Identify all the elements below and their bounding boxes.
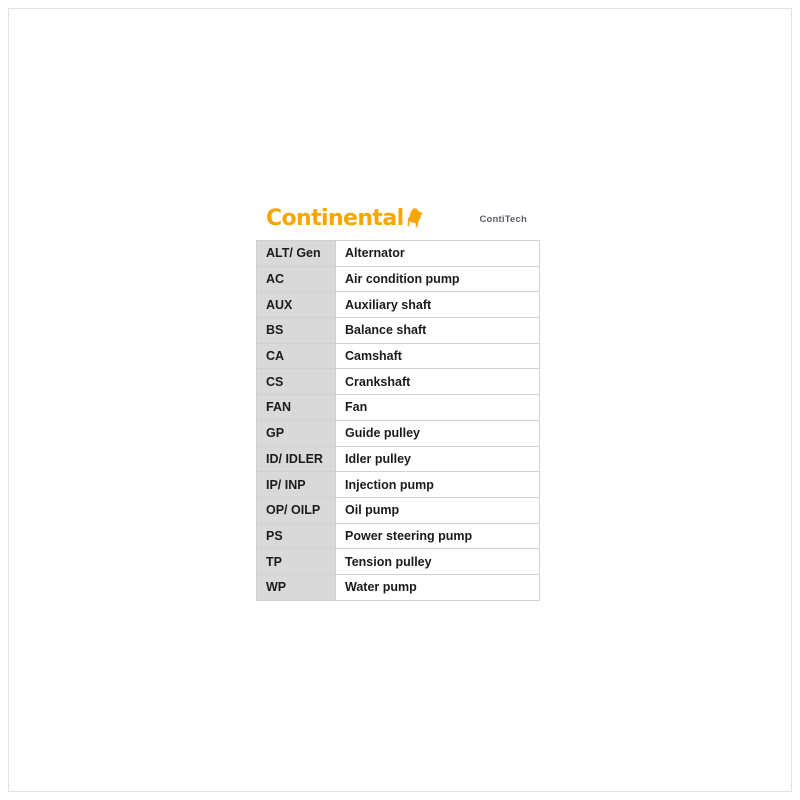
description-cell: Tension pulley <box>336 549 540 575</box>
description-cell: Oil pump <box>336 497 540 523</box>
abbreviation-cell: WP <box>257 574 336 600</box>
description-cell: Idler pulley <box>336 446 540 472</box>
table-row <box>257 420 540 446</box>
table-row <box>257 343 540 369</box>
abbreviations-legend <box>256 198 539 601</box>
table-row <box>257 523 540 549</box>
table-row <box>257 549 540 575</box>
table-row <box>257 472 540 498</box>
continental-logo <box>266 208 423 230</box>
description-cell: Power steering pump <box>336 523 540 549</box>
abbreviation-cell: ID/ IDLER <box>257 446 336 472</box>
description-cell: Camshaft <box>336 343 540 369</box>
table-row <box>257 369 540 395</box>
description-cell: Balance shaft <box>336 318 540 344</box>
legend-header <box>256 198 539 240</box>
table-row <box>257 292 540 318</box>
horse-icon <box>406 208 423 228</box>
abbreviation-cell: OP/ OILP <box>257 497 336 523</box>
description-cell: Alternator <box>336 241 540 267</box>
brand-name: Continental <box>266 206 404 231</box>
abbreviation-cell: GP <box>257 420 336 446</box>
table-row <box>257 497 540 523</box>
abbreviation-cell: CS <box>257 369 336 395</box>
table-row <box>257 574 540 600</box>
contitech-wordmark: ContiTech <box>479 213 527 225</box>
abbreviation-cell: AC <box>257 266 336 292</box>
abbreviation-cell: CA <box>257 343 336 369</box>
legend-table-body <box>257 241 540 601</box>
abbreviation-cell: PS <box>257 523 336 549</box>
description-cell: Guide pulley <box>336 420 540 446</box>
description-cell: Water pump <box>336 574 540 600</box>
legend-table <box>256 240 540 601</box>
description-cell: Air condition pump <box>336 266 540 292</box>
table-row <box>257 395 540 421</box>
table-row <box>257 266 540 292</box>
description-cell: Crankshaft <box>336 369 540 395</box>
table-row <box>257 318 540 344</box>
abbreviation-cell: ALT/ Gen <box>257 241 336 267</box>
abbreviation-cell: IP/ INP <box>257 472 336 498</box>
table-row <box>257 446 540 472</box>
abbreviation-cell: FAN <box>257 395 336 421</box>
description-cell: Auxiliary shaft <box>336 292 540 318</box>
abbreviation-cell: AUX <box>257 292 336 318</box>
description-cell: Injection pump <box>336 472 540 498</box>
abbreviation-cell: BS <box>257 318 336 344</box>
description-cell: Fan <box>336 395 540 421</box>
abbreviation-cell: TP <box>257 549 336 575</box>
table-row <box>257 241 540 267</box>
